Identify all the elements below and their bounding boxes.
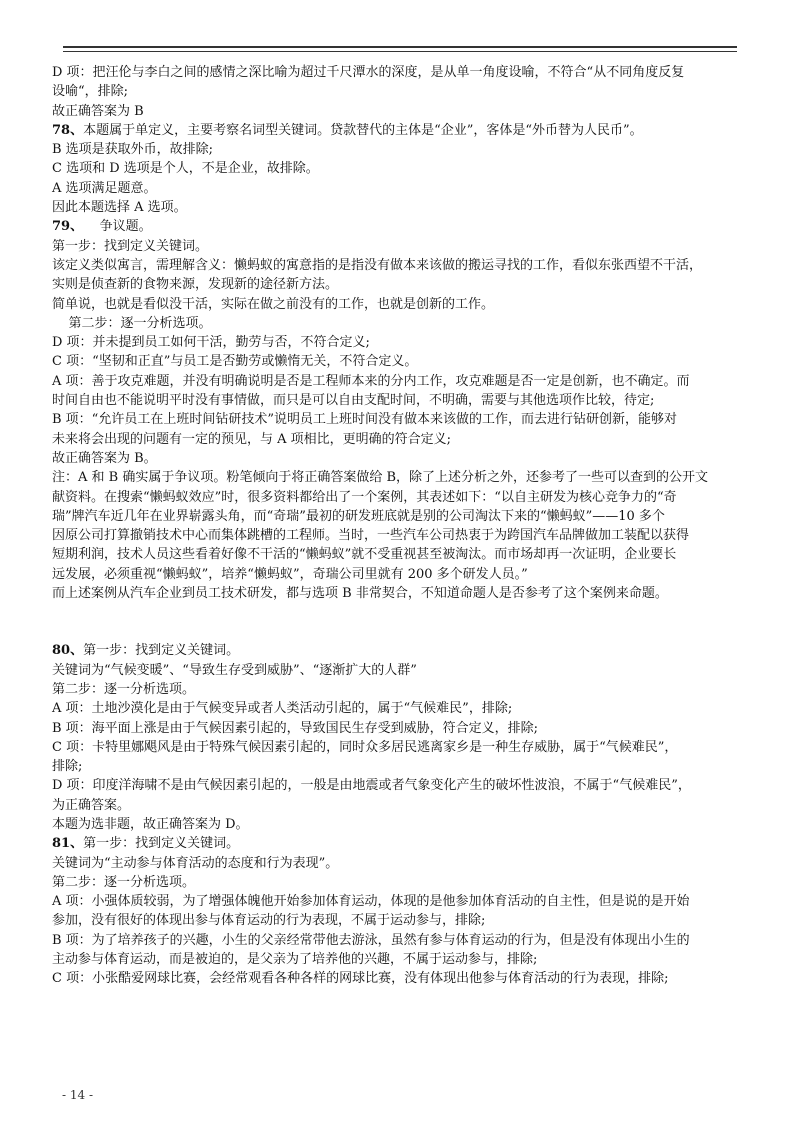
text-line bbox=[52, 488, 748, 507]
text-line bbox=[52, 159, 748, 178]
text-line bbox=[52, 526, 748, 545]
question-number: 79、 bbox=[52, 219, 84, 235]
text-line bbox=[52, 275, 748, 294]
line-text: 第一步：找到定义关键词。 bbox=[83, 836, 240, 852]
line-text: 关键词为“气候变暖”、“导致生存受到威胁”、“逐渐扩大的人群” bbox=[52, 662, 417, 678]
line-text: D 项：把汪伦与李白之间的感情之深比喻为超过千尺潭水的深度，是从单一角度设喻，不符合“从不同角度反复 bbox=[52, 65, 685, 80]
line-text: B 项：“允许员工在上班时间钻研技术”说明员工上班时间没有做本来该做的工作，而去进行钻研创新，能够对 bbox=[52, 412, 677, 428]
header-rule-thick bbox=[63, 46, 737, 48]
text-line bbox=[52, 545, 748, 564]
line-text: 故正确答案为 B bbox=[52, 103, 144, 119]
line-text: 实则是侦查新的食物来源，发现新的途径新方法。 bbox=[52, 277, 339, 293]
text-line bbox=[52, 796, 748, 815]
line-text: 主动参与体育运动，而是被迫的，是父亲为了培养他的兴趣，不属于运动参与，排除; bbox=[52, 952, 538, 968]
text-line bbox=[52, 892, 748, 911]
text-line bbox=[52, 102, 748, 121]
line-text: C 项：卡特里娜飓风是由于特殊气候因素引起的，同时众多居民逃离家乡是一种生存威胁，属于“气候难民”， bbox=[52, 739, 678, 755]
text-line bbox=[52, 931, 748, 950]
text-line bbox=[52, 641, 748, 660]
text-line bbox=[52, 391, 748, 410]
line-text: 远发展，必须重视“懒蚂蚁”，培养“懒蚂蚁”，奇瑞公司里就有 200 多个研发人员。” bbox=[52, 566, 528, 582]
text-line bbox=[52, 140, 748, 159]
text-line bbox=[52, 738, 748, 757]
text-line bbox=[52, 565, 748, 584]
line-text: D 项：并未提到员工如何干活，勤劳与否，不符合定义; bbox=[52, 335, 370, 351]
text-line bbox=[52, 82, 748, 101]
line-text: 故正确答案为 B。 bbox=[52, 450, 157, 466]
text-line bbox=[52, 314, 748, 333]
question-number: 81、 bbox=[52, 836, 84, 852]
line-text: B 项：为了培养孩子的兴趣，小生的父亲经常带他去游泳，虽然有参与体育运动的行为，但是没有体现出小生的 bbox=[52, 932, 690, 948]
text-line bbox=[52, 449, 748, 468]
question-number: 80、 bbox=[52, 643, 84, 659]
text-line bbox=[52, 295, 748, 314]
text-line bbox=[52, 661, 748, 680]
line-text: 未来将会出现的问题有一定的预见，与 A 项相比，更明确的符合定义; bbox=[52, 431, 452, 447]
question-number: 78、 bbox=[52, 122, 84, 138]
line-text: 瑞”牌汽车近几年在业界崭露头角，而“奇瑞”最初的研发班底就是别的公司淘汰下来的“懒蚂蚁”——10 多个 bbox=[52, 508, 665, 524]
text-line bbox=[52, 63, 748, 82]
text-line bbox=[52, 873, 748, 892]
line-text: 献资料。在搜索“懒蚂蚁效应”时，很多资料都给出了一个案例，其表述如下：“以自主研发为核心竞争力的“奇 bbox=[52, 489, 677, 505]
text-line bbox=[52, 468, 748, 487]
text-line bbox=[52, 352, 748, 371]
line-text: 本题为选非题，故正确答案为 D。 bbox=[52, 816, 249, 832]
text-line bbox=[52, 507, 748, 526]
line-text: C 项：小张酷爱网球比赛，会经常观看各种各样的网球比赛，没有体现出他参与体育活动的行为表现，排除; bbox=[52, 971, 669, 987]
text-line bbox=[52, 757, 748, 776]
line-text: 第二步：逐一分析选项。 bbox=[52, 874, 196, 890]
line-text: 因此本题选择 A 选项。 bbox=[52, 200, 187, 216]
text-line bbox=[52, 121, 748, 140]
text-line bbox=[52, 719, 748, 738]
line-text: A 项：土地沙漠化是由于气候变异或者人类活动引起的，属于“气候难民”，排除; bbox=[52, 701, 513, 717]
line-text: 短期利润，技术人员这些看着好像不干活的“懒蚂蚁”就不受重视甚至被淘汰。而市场却再一次证明，企业要长 bbox=[52, 547, 677, 563]
text-line bbox=[52, 410, 748, 429]
line-text: 关键词为“主动参与体育活动的态度和行为表现”。 bbox=[52, 855, 339, 871]
line-text: 争议题。 bbox=[83, 219, 152, 235]
text-line bbox=[52, 776, 748, 795]
text-line bbox=[52, 333, 748, 352]
line-text: 因原公司打算撤销技术中心而集体跳槽的工程师。当时，一些汽车公司热衷于为跨国汽车品牌做加工装配以获得 bbox=[52, 528, 690, 544]
line-text: D 项：印度洋海啸不是由气候因素引起的，一般是由地震或者气象变化产生的破坏性波浪，不属于“气候难民”， bbox=[52, 778, 691, 794]
text-line bbox=[52, 430, 748, 449]
line-text: C 项：“坚韧和正直”与员工是否勤劳或懒惰无关，不符合定义。 bbox=[52, 354, 418, 370]
line-text: A 项：小强体质较弱，为了增强体魄他开始参加体育运动，体现的是他参加体育活动的自主性，但是说的是开始 bbox=[52, 894, 690, 910]
text-line bbox=[52, 256, 748, 275]
header-rule-thin bbox=[63, 51, 737, 52]
text-line bbox=[52, 699, 748, 718]
paragraph-spacer bbox=[52, 603, 748, 641]
line-text: C 选项和 D 选项是个人，不是企业，故排除。 bbox=[52, 161, 319, 177]
text-line bbox=[52, 372, 748, 391]
text-line bbox=[52, 198, 748, 217]
page-number: - 14 - bbox=[62, 1088, 94, 1102]
line-text: 排除; bbox=[52, 759, 83, 775]
line-text: 设喻“，排除; bbox=[52, 84, 129, 100]
line-text: 第二步：逐一分析选项。 bbox=[52, 315, 212, 331]
text-line bbox=[52, 834, 748, 853]
text-line bbox=[52, 179, 748, 198]
text-line bbox=[52, 680, 748, 699]
line-text: 为正确答案。 bbox=[52, 797, 131, 813]
line-text: 第一步：找到定义关键词。 bbox=[83, 643, 240, 659]
line-text: A 项：善于攻克难题，并没有明确说明是否是工程师本来的分内工作，攻克难题是否一定是创新，也不确定。而 bbox=[52, 373, 690, 389]
line-text: 参加，没有很好的体现出参与体育运动的行为表现，不属于运动参与，排除; bbox=[52, 913, 486, 929]
line-text: 时间自由也不能说明平时没有事情做，而只是可以自由支配时间，不明确，需要与其他选项作比较，待定; bbox=[52, 393, 655, 409]
text-line bbox=[52, 911, 748, 930]
line-text: A 选项满足题意。 bbox=[52, 180, 157, 196]
line-text: 第一步：找到定义关键词。 bbox=[52, 238, 209, 254]
line-text: B 项：海平面上涨是由于气候因素引起的，导致国民生存受到威胁，符合定义，排除; bbox=[52, 720, 539, 736]
text-line bbox=[52, 950, 748, 969]
line-text: 该定义类似寓言，需理解含义：懒蚂蚁的寓意指的是指没有做本来该做的搬运寻找的工作，看似东张西望不干活， bbox=[52, 257, 703, 273]
line-text: B 选项是获取外币，故排除; bbox=[52, 142, 214, 158]
line-text: 而上述案例从汽车企业到员工技术研发，都与选项 B 非常契合，不知道命题人是否参考了这个案例来命题。 bbox=[52, 586, 668, 602]
text-line bbox=[52, 854, 748, 873]
text-line bbox=[52, 584, 748, 603]
line-text: 注：A 和 B 确实属于争议项。粉笔倾向于将正确答案做给 B，除了上述分析之外，还参考了一些可以查到的公开文 bbox=[52, 470, 709, 486]
text-line bbox=[52, 969, 748, 988]
text-line bbox=[52, 217, 748, 236]
page-body bbox=[52, 63, 748, 989]
line-text: 本题属于单定义，主要考察名词型关键词。贷款替代的主体是“企业”，客体是“外币替为人民币”。 bbox=[83, 122, 643, 138]
line-text: 第二步：逐一分析选项。 bbox=[52, 681, 196, 697]
text-line bbox=[52, 815, 748, 834]
line-text: 简单说，也就是看似没干活，实际在做之前没有的工作，也就是创新的工作。 bbox=[52, 296, 495, 312]
text-line bbox=[52, 237, 748, 256]
